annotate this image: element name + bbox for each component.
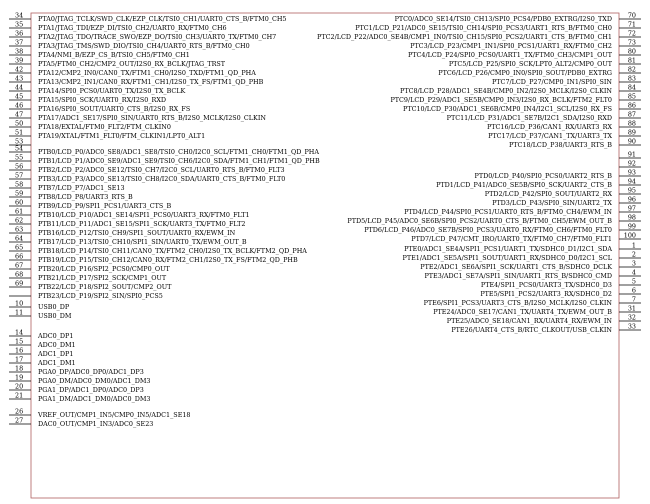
pin-number: 97 [627, 204, 636, 213]
pin-number: 1 [631, 241, 636, 250]
pin-number: 33 [627, 322, 636, 331]
pin-number: 64 [15, 234, 24, 243]
pin-label: PTA4/NMI_B/EZP_CS_B/TSI0_CH5/FTM0_CH1 [38, 51, 190, 60]
pin-label: PTB22/LCD_P18/SPI2_SOUT/CMP2_OUT [38, 283, 172, 292]
pin-label: PTE1/ADC1_SE5A/SPI1_SOUT/UART1_RX/SDHC0_D0/I2C1_SCL [402, 254, 612, 263]
pin-number: 69 [15, 279, 24, 288]
pin-number: 34 [15, 11, 24, 20]
pin-label: PTE24/ADC0_SE17/CAN1_TX/UART4_TX/EWM_OUT_B [433, 308, 612, 317]
pin-number: 57 [15, 171, 24, 180]
pin-number: 18 [15, 364, 24, 373]
pin-label: VREF_OUT/CMP1_IN5/CMP0_IN5/ADC1_SE18 [38, 411, 191, 420]
pin-number: 20 [15, 382, 24, 391]
pin-label: PTD0/LCD_P40/SPI0_PCS0/UART2_RTS_B [474, 172, 612, 181]
pin-label: PTA19/XTAL/FTM1_FLT0/FTM_CLKIN1/LPT0_ALT1 [38, 132, 206, 141]
pin-number: 31 [627, 304, 636, 313]
pin-number: 81 [627, 56, 636, 65]
pin-label: PTB7/LCD_P7/ADC1_SE13 [38, 184, 125, 193]
pin-number: 37 [15, 38, 24, 47]
right-pin [619, 150, 641, 158]
pin-number: 51 [15, 128, 24, 137]
pin-label: USB0_DM [38, 312, 72, 321]
pin-number: 95 [627, 186, 636, 195]
pin-number: 27 [15, 416, 24, 425]
pin-label: PTB1/LCD_P1/ADC0_SE9/ADC1_SE9/TSI0_CH6/I2C0_SDA/FTM1_CH1/FTM1_QD_PHB [38, 157, 320, 166]
pin-label: PTE4/SPI1_PCS0/UART3_TX/SDHC0_D3 [480, 281, 612, 290]
pin-number: 62 [15, 216, 24, 225]
pin-number: 70 [627, 11, 636, 20]
pin-number: 5 [631, 277, 636, 286]
pin-number: 19 [15, 373, 24, 382]
pin-label: PTC17/LCD_P37/CAN1_TX/UART3_TX [488, 132, 612, 141]
pin-label: PTD7/LCD_P47/CMT_IRO/UART0_TX/FTM0_CH7/FTM0_FLT1 [411, 235, 612, 244]
pin-label: PTB11/LCD_P11/ADC1_SE15/SPI1_SCK/UART3_TX/FTM0_FLT2 [38, 220, 246, 229]
pin-label: PTA13/CMP2_IN1/CAN0_RX/FTM1_CH1/I2S0_TX_FS/FTM1_QD_PHB [38, 78, 264, 87]
pin-number: 17 [15, 355, 24, 364]
pin-number: 94 [627, 177, 636, 186]
pin-label: PTB19/LCD_P15/TSI0_CH12/CAN0_RX/FTM2_CH1/I2S0_TX_FS/FTM2_QD_PHB [38, 256, 298, 265]
pin-number: 53 [15, 137, 24, 146]
pin-number: 38 [15, 47, 24, 56]
pin-number: 99 [627, 222, 636, 231]
pin-label: PTC16/LCD_P36/CAN1_RX/UART3_RX [486, 123, 612, 132]
pin-label: DAC0_OUT/CMP1_IN3/ADC0_SE23 [38, 420, 154, 429]
pin-label: PTC1/LCD_P21/ADC0_SE15/TSI0_CH14/SPI0_PCS3/UART1_RTS_B/FTM0_CH0 [355, 24, 612, 33]
pin-label: PTC10/LCD_P30/ADC1_SE6B/CMP0_IN4/I2C1_SCL/I2S0_RX_FS [403, 105, 612, 114]
pin-number: 71 [627, 20, 636, 29]
pin-label: PTE25/ADC0_SE18/CAN1_RX/UART4_RX/EWM_IN [446, 317, 612, 326]
pin-label: PGA0_DP/ADC0_DP0/ADC1_DP3 [38, 368, 144, 377]
pin-number: 84 [627, 83, 636, 92]
pin-label: PTC18/LCD_P38/UART3_RTS_B [508, 141, 612, 150]
pin-number: 88 [627, 119, 636, 128]
pin-label: PTB20/LCD_P16/SPI2_PCS0/CMP0_OUT [38, 265, 170, 274]
pin-number: 96 [627, 195, 636, 204]
pin-label: PTE5/SPI1_PCS2/UART3_RX/SDHC0_D2 [480, 290, 612, 299]
pin-label: PTB17/LCD_P13/TSI0_CH10/SPI1_SIN/UART0_TX/EWM_OUT_B [38, 238, 247, 247]
pin-number: 47 [15, 110, 24, 119]
pin-number: 63 [15, 225, 24, 234]
pin-number: 14 [15, 328, 24, 337]
pin-label: PTA0/JTAG_TCLK/SWD_CLK/EZP_CLK/TSI0_CH1/UART0_CTS_B/FTM0_CH5 [38, 15, 287, 24]
right-pin [619, 159, 641, 167]
pin-number: 59 [15, 189, 24, 198]
pin-number: 46 [15, 101, 24, 110]
pin-number: 100 [623, 231, 636, 240]
pin-number: 10 [15, 299, 24, 308]
pin-label: PTE3/ADC1_SE7A/SPI1_SIN/UART1_RTS_B/SDHC0_CMD [424, 272, 612, 281]
pin-label: PTC0/ADC0_SE14/TSI0_CH13/SPI0_PCS4/PDB0_EXTRG/I2S0_TXD [394, 15, 612, 24]
pin-label: PTB9/LCD_P9/SPI1_PCS1/UART3_CTS_B [38, 202, 172, 211]
pin-label: PTA14/SPI0_PCS0/UART0_TX/I2S0_TX_BCLK [38, 87, 186, 96]
pin-label: PTB10/LCD_P10/ADC1_SE14/SPI1_PCS0/UART3_RX/FTM0_FLT1 [38, 211, 250, 220]
pin-label: PTB0/LCD_P0/ADC0_SE8/ADC1_SE8/TSI0_CH0/I2C0_SCL/FTM1_CH0/FTM1_QD_PHA [38, 148, 319, 157]
pin-label: PTB21/LCD_P17/SPI2_SCK/CMP1_OUT [38, 274, 167, 283]
pin-label: PTE6/SPI1_PCS3/UART3_CTS_B/I2S0_MCLK/I2S0_CLKIN [423, 299, 612, 308]
pin-number: 11 [15, 308, 24, 317]
pin-label: ADC1_DM1 [38, 359, 76, 368]
pin-label: PTB18/LCD_P14/TSI0_CH11/CAN0_TX/FTM2_CH0/I2S0_TX_BCLK/FTM2_QD_PHA [38, 247, 307, 256]
pin-label: PTA3/JTAG_TMS/SWD_DIO/TSI0_CH4/UART0_RTS_B/FTM0_CH0 [38, 42, 250, 51]
pin-number: 85 [627, 92, 636, 101]
pin-number: 15 [15, 337, 24, 346]
pin-label: PTB8/LCD_P8/UART3_RTS_B [38, 193, 133, 202]
pin-label: PTC11/LCD_P31/ADC1_SE7B/I2C1_SDA/I2S0_RXD [446, 114, 612, 123]
pin-number: 68 [15, 270, 24, 279]
pin-number: 67 [15, 261, 24, 270]
pin-number: 4 [631, 268, 636, 277]
pin-label: PTA2/JTAG_TDO/TRACE_SWO/EZP_DO/TSI0_CH3/UART0_TX/FTM0_CH7 [38, 33, 277, 42]
pin-number: 3 [631, 259, 636, 268]
pin-label: PTC2/LCD_P22/ADC0_SE4B/CMP1_IN0/TSI0_CH15/SPI0_PCS2/UART1_CTS_B/FTM0_CH1 [317, 33, 612, 42]
pin-label: PTA5/FTM0_CH2/CMP2_OUT/I2S0_RX_BCLK/JTAG_TRST [38, 60, 226, 69]
pin-label: PTD1/LCD_P41/ADC0_SE5B/SPI0_SCK/UART2_CTS_B [436, 181, 612, 190]
pin-number: 21 [15, 391, 24, 400]
pin-number: 35 [15, 20, 24, 29]
pin-number: 43 [15, 74, 24, 83]
pin-number: 44 [15, 83, 24, 92]
pin-label: PTC8/LCD_P28/ADC1_SE4B/CMP0_IN2/I2S0_MCLK/I2S0_CLKIN [400, 87, 612, 96]
pin-label: PTE26/UART4_CTS_B/RTC_CLKOUT/USB_CLKIN [451, 326, 612, 335]
pin-label: PTD6/LCD_P46/ADC0_SE7B/SPI0_PCS3/UART0_RX/FTM0_CH6/FTM0_FLT0 [364, 226, 612, 235]
pin-number: 83 [627, 74, 636, 83]
pin-label: PTD3/LCD_P43/SPI0_SIN/UART2_TX [492, 199, 612, 208]
pin-number: 42 [15, 65, 24, 74]
pin-label: ADC1_DP1 [38, 350, 74, 359]
pin-number: 93 [627, 168, 636, 177]
pin-number: 90 [627, 137, 636, 146]
pin-label: PTC4/LCD_P24/SPI0_PCS0/UART1_TX/FTM0_CH3/CMP1_OUT [407, 51, 612, 60]
pin-label: PTA17/ADC1_SE17/SPI0_SIN/UART0_RTS_B/I2S0_MCLK/I2S0_CLKIN [38, 114, 266, 123]
pin-number: 32 [627, 313, 636, 322]
pin-number: 58 [15, 180, 24, 189]
pin-number: 36 [15, 29, 24, 38]
pin-number: 50 [15, 119, 24, 128]
pin-label: PTD2/LCD_P42/SPI0_SOUT/UART2_RX [484, 190, 612, 199]
pin-label: PTC6/LCD_P26/CMP0_IN0/SPI0_SOUT/PDB0_EXTRG [438, 69, 612, 78]
pin-label: PTC5/LCD_P25/SPI0_SCK/LPT0_ALT2/CMP0_OUT [448, 60, 612, 69]
pin-label: PTA15/SPI0_SCK/UART0_RX/I2S0_RXD [38, 96, 167, 105]
pin-number: 16 [15, 346, 24, 355]
pin-label: PTB23/LCD_P19/SPI2_SIN/SPI0_PCS5 [38, 292, 163, 301]
pin-label: PTC3/LCD_P23/CMP1_IN1/SPI0_PCS1/UART1_RX/FTM0_CH2 [410, 42, 612, 51]
pin-number: 92 [627, 159, 636, 168]
pin-label: PGA0_DM/ADC0_DM0/ADC1_DM3 [38, 377, 151, 386]
pin-number: 66 [15, 252, 24, 261]
pin-number: 45 [15, 92, 24, 101]
pin-number: 6 [631, 286, 636, 295]
pin-label: ADC0_DP1 [38, 332, 74, 341]
pin-number: 55 [15, 153, 24, 162]
pin-number: 98 [627, 213, 636, 222]
pin-number: 73 [627, 38, 636, 47]
pin-number: 72 [627, 29, 636, 38]
pin-number: 91 [627, 150, 636, 159]
pin-label: PGA1_DM/ADC1_DM0/ADC0_DM3 [38, 395, 151, 404]
pin-number: 56 [15, 162, 24, 171]
pin-label: PTA16/SPI0_SOUT/UART0_CTS_B/I2S0_RX_FS [38, 105, 191, 114]
pin-number: 7 [631, 295, 636, 304]
pin-number: 61 [15, 207, 24, 216]
pin-label: PTB3/LCD_P3/ADC0_SE13/TSI0_CH8/I2C0_SDA/UART0_CTS_B/FTM0_FLT0 [38, 175, 286, 184]
pin-number: 86 [627, 101, 636, 110]
pin-label: PTA12/CMP2_IN0/CAN0_TX/FTM1_CH0/I2S0_TXD/FTM1_QD_PHA [38, 69, 256, 78]
pin-label: PTC7/LCD_P27/CMP0_IN1/SPI0_SIN [492, 78, 612, 87]
pin-label: USB0_DP [38, 303, 70, 312]
pin-label: PGA1_DP/ADC1_DP0/ADC0_DP3 [38, 386, 144, 395]
pin-label: PTC9/LCD_P29/ADC1_SE5B/CMP0_IN3/I2S0_RX_BCLK/FTM2_FLT0 [390, 96, 612, 105]
pin-number: 2 [631, 250, 636, 259]
pin-label: PTE2/ADC1_SE6A/SPI1_SCK/UART1_CTS_B/SDHC0_DCLK [420, 263, 612, 272]
pin-label: PTA1/JTAG_TDI/EZP_DI/TSI0_CH2/UART0_RX/FTM0_CH6 [38, 24, 227, 33]
pin-number: 60 [15, 198, 24, 207]
pin-number: 54 [15, 144, 24, 153]
pin-label: PTB16/LCD_P12/TSI0_CH9/SPI1_SOUT/UART0_RX/EWM_IN [38, 229, 236, 238]
pin-number: 39 [15, 56, 24, 65]
pin-number: 65 [15, 243, 24, 252]
pin-label: PTD5/LCD_P45/ADC0_SE6B/SPI0_PCS2/UART0_CTS_B/FTM0_CH5/EWM_OUT_B [347, 217, 612, 226]
pin-number: 80 [627, 47, 636, 56]
pin-label: PTA18/EXTAL/FTM0_FLT2/FTM_CLKIN0 [38, 123, 171, 132]
pin-number: 89 [627, 128, 636, 137]
pin-label: PTD4/LCD_P44/SPI0_PCS1/UART0_RTS_B/FTM0_CH4/EWM_IN [404, 208, 612, 217]
pin-label: PTB2/LCD_P2/ADC0_SE12/TSI0_CH7/I2C0_SCL/UART0_RTS_B/FTM0_FLT3 [38, 166, 285, 175]
pin-label: PTE0/ADC1_SE4A/SPI1_PCS1/UART1_TX/SDHC0_D1/I2C1_SDA [404, 245, 612, 254]
pin-label: ADC0_DM1 [38, 341, 76, 350]
pin-number: 87 [627, 110, 636, 119]
pin-number: 82 [627, 65, 636, 74]
pin-number: 26 [15, 407, 24, 416]
